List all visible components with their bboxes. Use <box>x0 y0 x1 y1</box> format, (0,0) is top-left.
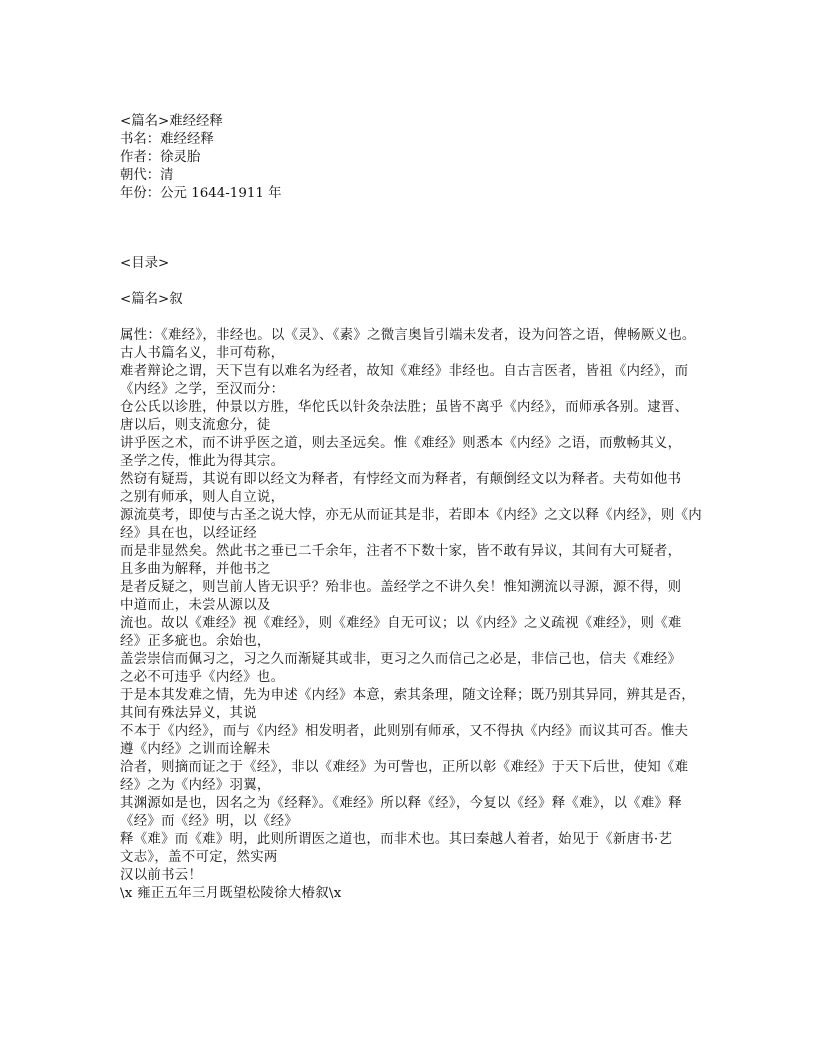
body-line: 之别有师承，则人自立说， <box>120 490 285 505</box>
spacer <box>120 309 710 327</box>
body-line: 《经》而《经》明，以《经》 <box>120 814 298 829</box>
dynasty: 朝代：清 <box>120 168 174 183</box>
toc-tag: <目录> <box>120 256 170 271</box>
spacer <box>120 203 710 255</box>
body-line: 其渊源如是也，因名之为《经释》。《难经》所以释《经》，今复以《经》释《难》，以《难》释 <box>120 796 682 811</box>
body-line: 源流莫考，即使与古圣之说大悖，亦无从而证其是非，若即本《内经》之文以释《内经》，则《内 <box>120 508 702 523</box>
body-line: 而是非显然矣。然此书之垂已二千余年，注者不下数十家，皆不敢有异议，其间有大可疑者， <box>120 544 682 559</box>
body-line: 《内经》之学，至汉而分： <box>120 382 285 397</box>
body-line: 流也。故以《难经》视《难经》，则《难经》自无可议；以《内经》之义疏视《难经》，则《难 <box>120 616 682 631</box>
author: 作者：徐灵胎 <box>120 150 201 165</box>
body-line: 释《难》而《难》明，此则所谓医之道也，而非术也。其曰秦越人着者，始见于《新唐书·艺 <box>120 832 673 847</box>
body-line: 经》正多疵也。余始也， <box>120 634 271 649</box>
body-line: 中道而止，未尝从源以及 <box>120 598 271 613</box>
body-line: 于是本其发难之情，先为申述《内经》本意，索其条理，随文诠释；既乃别其异同，辨其是否， <box>120 688 696 703</box>
body-line: 讲乎医之术，而不讲乎医之道，则去圣远矣。惟《难经》则悉本《内经》之语，而敷畅其义， <box>120 436 682 451</box>
book-name: 书名：难经经释 <box>120 132 214 147</box>
document-page <box>120 113 710 903</box>
body-line: 汉以前书云！ <box>120 868 203 883</box>
body-line: 洽者，则摘而证之于《经》，非以《难经》为可訾也，正所以彰《难经》于天下后世，使知《难 <box>120 760 689 775</box>
body-line: 遵《内经》之训而诠解未 <box>120 742 271 757</box>
body-line: 难者辩论之谓，天下岂有以难名为经者，故知《难经》非经也。自古言医者，皆祖《内经》，而 <box>120 364 689 379</box>
body-line: 且多曲为解释，并他书之 <box>120 562 271 577</box>
preface-body <box>120 327 710 903</box>
body-line: 经》具在也，以经证经 <box>120 526 257 541</box>
spacer <box>120 273 710 291</box>
body-line: 唐以后，则支流愈分，徒 <box>120 418 271 433</box>
document-header <box>120 113 710 203</box>
body-line: 不本于《内经》，而与《内经》相发明者，此则别有师承，又不得执《内经》而议其可否。惟夫 <box>120 724 689 739</box>
body-line: 然窃有疑焉，其说有即以经文为释者，有悖经文而为释者，有颠倒经文以为释者。夫苟如他书 <box>120 472 682 487</box>
chapter-tag: <篇名>难经经释 <box>120 114 223 129</box>
signature-line: \x 雍正五年三月既望松陵徐大椿叙\x <box>120 886 342 901</box>
years: 年份：公元 1644-1911 年 <box>120 186 282 201</box>
body-line: 圣学之传，惟此为得其宗。 <box>120 454 285 469</box>
body-line: 其间有殊法异义，其说 <box>120 706 257 721</box>
body-line: 之必不可违乎《内经》也。 <box>120 670 285 685</box>
body-line: 文志》，盖不可定，然实两 <box>120 850 278 865</box>
section-tag: <篇名>叙 <box>120 292 183 307</box>
body-line: 仓公氏以诊胜，仲景以方胜，华佗氏以针灸杂法胜；虽皆不离乎《内经》，而师承各别。逮晋、 <box>120 400 689 415</box>
body-line: 古人书篇名义，非可苟称， <box>120 346 285 361</box>
body-line: 经》之为《内经》羽翼， <box>120 778 271 793</box>
body-line: 盖尝崇信而佩习之，习之久而渐疑其或非，更习之久而信己之必是，非信己也，信夫《难经》 <box>120 652 682 667</box>
body-line: 属性：《难经》，非经也。以《灵》、《素》之微言奥旨引端未发者，设为问答之语，俾畅厥义也。 <box>120 328 696 343</box>
body-line: 是者反疑之，则岂前人皆无识乎？殆非也。盖经学之不讲久矣！惟知溯流以寻源，源不得，则 <box>120 580 682 595</box>
